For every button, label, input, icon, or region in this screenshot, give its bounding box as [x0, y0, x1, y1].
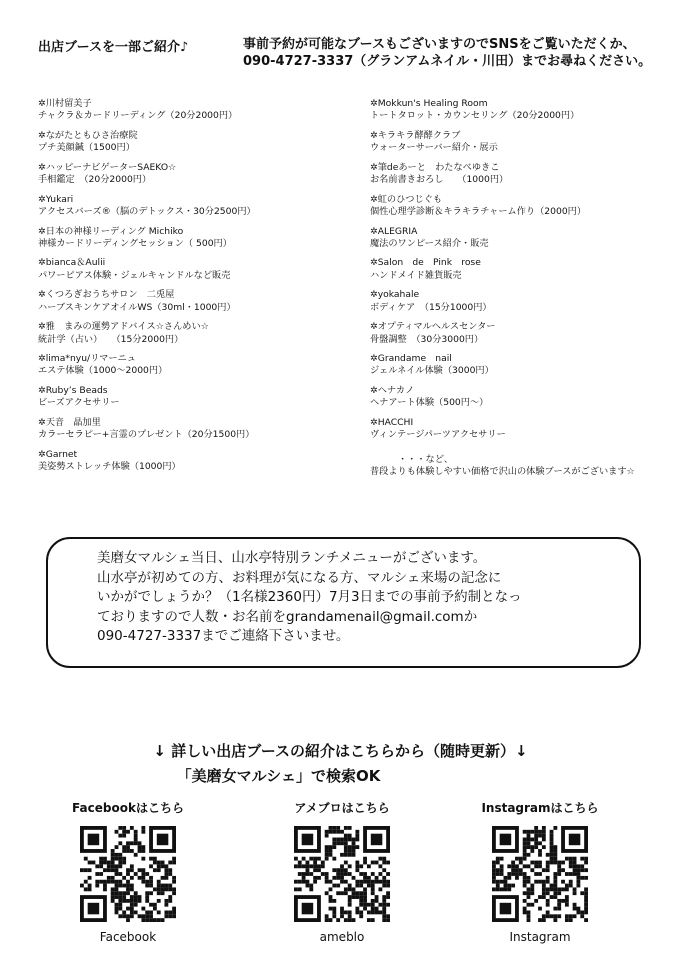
booth-name: ✲Grandame nail [370, 353, 452, 365]
booth-detail: カラーセラピー+言霊のプレゼント（20分1500円） [38, 429, 255, 441]
list-item [38, 417, 256, 442]
booth-detail: お名前書きおろし （1000円） [370, 174, 509, 186]
list-item [370, 417, 635, 442]
list-item [38, 226, 256, 251]
booth-detail: ハンドメイド雑貨販売 [370, 269, 462, 281]
lunch-line1: 美磨女マルシェ当日、山水亭特別ランチメニューがございます。 [97, 550, 487, 566]
booth-detail: ハーブスキンケアオイルWS（30ml・1000円） [38, 301, 236, 313]
list-item [370, 226, 635, 251]
list-item [370, 130, 635, 155]
more-info-line2: 「美磨女マルシェ」で検索OK [176, 767, 381, 785]
booth-name: ✲天音 晶加里 [38, 416, 101, 428]
qr-title: Facebookはこちら [72, 801, 184, 815]
header-notice-line1: 事前予約が可能なブースもございますのでSNSをご覧いただくか、 [243, 37, 636, 52]
booth-name: ✲HACCHI [370, 416, 414, 428]
qr-ameblo[interactable] [267, 800, 417, 944]
qr-caption: Instagram [509, 930, 571, 944]
closing-line2: 普段よりも体験しやすい価格で沢山の体験ブースがございます☆ [370, 466, 635, 477]
closing-note [370, 454, 635, 479]
booth-name: ✲bianca＆Aulii [38, 257, 106, 269]
booth-detail: ヘナアート体験（500円〜） [370, 397, 489, 409]
list-item [38, 385, 256, 410]
booth-detail: 魔法のワンピース紹介・販売 [370, 237, 489, 249]
booth-detail: エステ体験（1000〜2000円） [38, 365, 168, 377]
lunch-line2: 山水亭が初めての方、お料理が気になる方、マルシェ来場の記念に [97, 569, 502, 586]
booth-name: ✲ハッピーナビゲーターSAEKO☆ [38, 161, 177, 173]
qr-code-icon[interactable] [294, 826, 390, 922]
booth-name: ✲キラキラ酵酵クラブ [370, 129, 461, 141]
qr-code-icon[interactable] [492, 826, 588, 922]
booth-name: ✲Garnet [38, 448, 78, 460]
booth-detail: 骨盤調整 （30分3000円） [370, 333, 484, 345]
qr-facebook[interactable] [53, 800, 203, 944]
booth-detail: トートタロット・カウンセリング（20分2000円） [370, 110, 580, 122]
list-item [370, 98, 635, 123]
lunch-line3: いかがでしょうか？（1名様2360円）7月3日までの事前予約制となっ [97, 589, 522, 605]
booth-list-right [370, 98, 635, 479]
list-item [38, 353, 256, 378]
booth-detail: ジェルネイル体験（3000円） [370, 365, 494, 377]
booth-detail: 手相鑑定 （20分2000円） [38, 174, 152, 186]
list-item [38, 130, 256, 155]
booth-name: ✲yokahale [370, 289, 420, 301]
booth-name: ✲雅 まみの運勢アドバイス☆さんめい☆ [38, 321, 209, 333]
list-item [370, 257, 635, 282]
booth-name: ✲川村留美子 [38, 98, 92, 109]
header-notice-line2: 090-4727-3337（グランアムネイル・川田）までお尋ねください。 [243, 54, 652, 69]
booth-name: ✲lima*nyu/リマーニュ [38, 353, 136, 365]
booth-detail: プチ美顔鍼（1500円） [38, 142, 135, 154]
list-item [370, 289, 635, 314]
header-left-title: 出店ブースを一部ご紹介♪ [38, 40, 189, 55]
list-item [370, 194, 635, 219]
list-item [38, 162, 256, 187]
list-item [38, 98, 256, 123]
booth-name: ✲虹のひつじぐも [370, 193, 443, 205]
list-item [38, 194, 256, 219]
booth-detail: 個性心理学診断＆キラキラチャーム作り（2000円） [370, 205, 587, 217]
booth-detail: チャクラ＆カードリーディング（20分2000円） [38, 110, 238, 122]
lunch-line4: ておりますので人数・お名前をgrandamenail@gmail.comか [97, 608, 478, 625]
lunch-line5: 090-4727-3337までご連絡下さいませ。 [97, 628, 350, 644]
qr-title: Instagramはこちら [481, 801, 599, 815]
qr-caption: ameblo [319, 930, 365, 944]
booth-name: ✲オプティマルヘルスセンター [370, 321, 496, 333]
more-info-line1: ↓ 詳しい出店ブースの紹介はこちらから（随時更新）↓ [153, 742, 528, 760]
booth-detail: ビーズアクセサリー [38, 397, 120, 409]
booth-detail: ボディケア （15分1000円） [370, 301, 492, 313]
closing-line1: ・・・など、 [398, 453, 454, 465]
booth-name: ✲くつろぎおうちサロン 二兎屋 [38, 289, 175, 301]
booth-name: ✲筆deあーと わたなべゆきこ [370, 161, 500, 173]
booth-name: ✲日本の神様リーディング Michiko [38, 225, 184, 237]
booth-name: ✲Ruby’s Beads [38, 385, 108, 397]
list-item [370, 321, 635, 346]
booth-detail: ヴィンテージパーツアクセサリー [370, 429, 506, 441]
booth-name: ✲Yukari [38, 193, 74, 205]
list-item [38, 449, 256, 474]
booth-name: ✲Salon de Pink rose [370, 257, 481, 269]
list-item [370, 353, 635, 378]
booth-name: ✲Mokkun's Healing Room [370, 98, 488, 109]
qr-caption: Facebook [99, 930, 157, 944]
list-item [38, 321, 256, 346]
booth-name: ✲ヘナカノ [370, 385, 415, 397]
qr-title: アメブロはこちら [294, 801, 390, 815]
lunch-info-text [97, 549, 522, 647]
booth-detail: アクセスバーズ®（脳のデトックス・30分2500円） [38, 205, 256, 217]
qr-instagram[interactable] [465, 800, 615, 944]
booth-name: ✲ALEGRIA [370, 225, 418, 237]
list-item [38, 257, 256, 282]
booth-detail: 神様カードリーディングセッション（ 500円） [38, 237, 232, 249]
booth-list-left [38, 98, 256, 481]
booth-name: ✲ながたともひさ治療院 [38, 129, 138, 141]
list-item [370, 385, 635, 410]
list-item [370, 162, 635, 187]
booth-detail: ウォーターサーバー紹介・展示 [370, 142, 498, 154]
header-notice [243, 36, 651, 70]
qr-code-icon[interactable] [80, 826, 176, 922]
booth-detail: 美姿勢ストレッチ体験（1000円） [38, 461, 181, 473]
list-item [38, 289, 256, 314]
booth-detail: パワーピアス体験・ジェルキャンドルなど販売 [38, 269, 231, 281]
booth-detail: 統計学（占い） （15分2000円） [38, 333, 184, 345]
